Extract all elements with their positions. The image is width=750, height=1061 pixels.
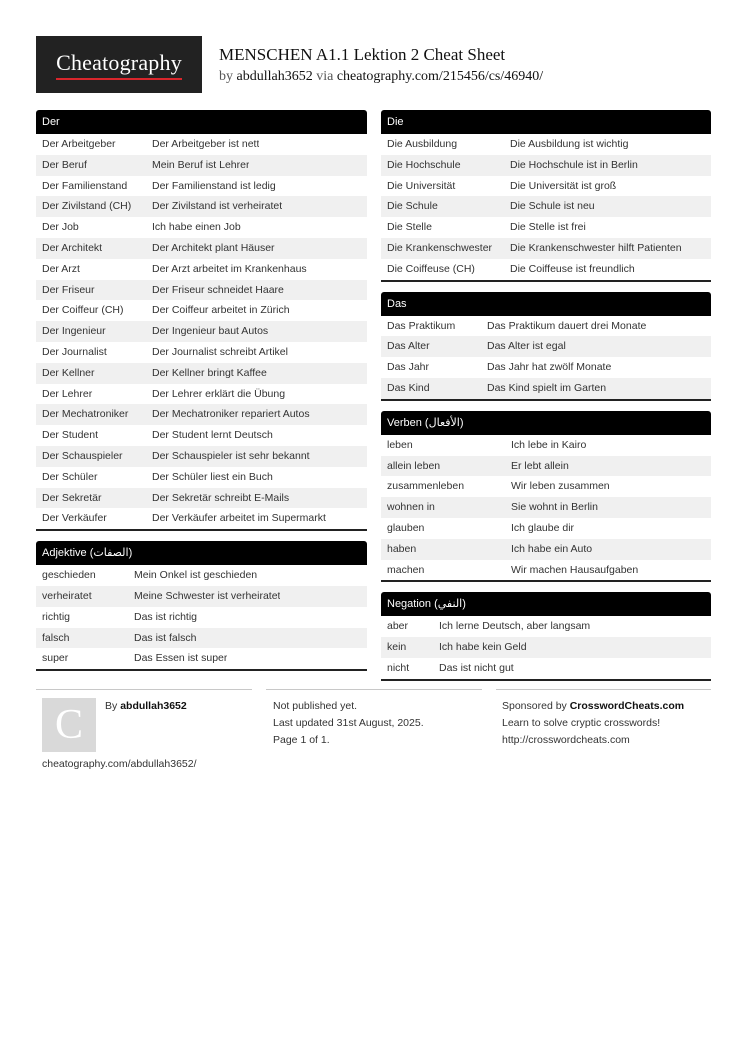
example-cell: Der Arbeitgeber ist nett — [152, 138, 260, 150]
example-cell: Ich lebe in Kairo — [511, 438, 587, 451]
example-cell: Meine Schwester ist verheiratet — [134, 589, 281, 602]
example-cell: Die Ausbildung ist wichtig — [510, 138, 629, 150]
table-row — [36, 607, 367, 628]
example-cell: Der Lehrer erklärt die Übung — [152, 387, 286, 400]
footer-meta — [273, 698, 424, 749]
example-cell: Der Architekt plant Häuser — [152, 241, 275, 254]
cheatography-logo[interactable] — [36, 36, 202, 93]
table-row — [36, 488, 367, 509]
section-adjektive — [36, 541, 367, 671]
table-row — [381, 357, 711, 378]
term-cell: Der Coiffeur (CH) — [42, 304, 124, 317]
sponsor-label: Sponsored by — [502, 700, 567, 712]
term-cell: Das Jahr — [387, 361, 430, 374]
section-title: Das — [381, 292, 711, 316]
term-cell: Der Verkäufer — [42, 512, 107, 525]
term-cell: machen — [387, 563, 425, 576]
example-cell: Er lebt allein — [511, 459, 569, 472]
section-title: Negation (النفي) — [381, 592, 711, 616]
example-cell: Der Coiffeur arbeitet in Zürich — [152, 304, 290, 317]
logo-text: Cheatography — [56, 50, 182, 80]
left-column — [36, 110, 367, 681]
example-cell: Der Schüler liest ein Buch — [152, 470, 273, 483]
footer-author — [105, 698, 187, 715]
term-cell: Der Architekt — [42, 241, 103, 254]
via-word: via — [316, 69, 334, 84]
table-row — [36, 217, 367, 238]
term-cell: Der Zivilstand (CH) — [42, 200, 132, 213]
example-cell: Das Jahr hat zwölf Monate — [487, 361, 612, 374]
example-cell: Ich habe ein Auto — [511, 542, 593, 555]
table-row — [381, 259, 711, 280]
term-cell: falsch — [42, 631, 70, 644]
example-cell: Der Mechatroniker repariert Autos — [152, 408, 310, 421]
term-cell: Der Familienstand — [42, 179, 128, 192]
table-row — [381, 196, 711, 217]
term-cell: Die Krankenschwester — [387, 241, 493, 254]
table-row — [381, 238, 711, 259]
term-cell: Die Universität — [387, 179, 456, 192]
table-row — [36, 134, 367, 155]
term-cell: Der Sekretär — [42, 491, 102, 504]
table-row — [36, 280, 367, 301]
term-cell: Der Lehrer — [42, 387, 93, 400]
footer-divider — [496, 689, 711, 690]
section-title: Die — [381, 110, 711, 134]
example-cell: Der Sekretär schreibt E-Mails — [152, 491, 290, 504]
author-avatar[interactable] — [42, 698, 96, 752]
table-row — [36, 628, 367, 649]
example-cell: Der Schauspieler ist sehr bekannt — [152, 449, 310, 462]
footer-divider — [266, 689, 482, 690]
example-cell: Der Journalist schreibt Artikel — [152, 345, 288, 358]
table-row — [36, 565, 367, 586]
example-cell: Die Coiffeuse ist freundlich — [510, 262, 635, 275]
term-cell: Der Journalist — [42, 345, 107, 358]
example-cell: Die Krankenschwester hilft Patienten — [510, 241, 682, 254]
right-column — [381, 110, 711, 691]
footer-author-link[interactable]: abdullah3652 — [120, 700, 187, 712]
profile-url-link[interactable]: cheatography.com/abdullah3652/ — [42, 758, 197, 770]
sheet-url-link[interactable]: cheatography.com/215456/cs/46940/ — [336, 69, 544, 84]
table-row — [36, 321, 367, 342]
example-cell: Der Familienstand ist ledig — [152, 179, 276, 192]
term-cell: verheiratet — [42, 589, 92, 602]
term-cell: Der Friseur — [42, 283, 95, 296]
example-cell: Wir machen Hausaufgaben — [511, 563, 639, 576]
table-row — [381, 336, 711, 357]
table-row — [381, 378, 711, 399]
table-row — [36, 300, 367, 321]
term-cell: Der Arzt — [42, 262, 80, 275]
sponsor-link[interactable]: CrosswordCheats.com — [569, 700, 685, 712]
example-cell: Das ist falsch — [134, 631, 197, 644]
section-title: Der — [36, 110, 367, 134]
table-row — [381, 560, 711, 581]
term-cell: Die Ausbildung — [387, 138, 458, 150]
term-cell: glauben — [387, 521, 425, 534]
term-cell: zusammenleben — [387, 480, 465, 493]
example-cell: Das ist nicht gut — [439, 661, 514, 674]
term-cell: Der Student — [42, 429, 99, 442]
section-title: Verben (الأفعال) — [381, 411, 711, 435]
term-cell: Die Schule — [387, 200, 438, 213]
example-cell: Das Praktikum dauert drei Monate — [487, 319, 647, 332]
footer-sponsor — [502, 698, 684, 749]
example-cell: Der Zivilstand ist verheiratet — [152, 200, 283, 213]
table-row — [381, 637, 711, 658]
section-der — [36, 110, 367, 531]
table-row — [36, 446, 367, 467]
term-cell: Das Kind — [387, 381, 430, 394]
example-cell: Der Kellner bringt Kaffee — [152, 366, 267, 379]
by-label: By — [105, 700, 118, 712]
table-row — [36, 425, 367, 446]
table-row — [381, 316, 711, 337]
table-row — [36, 196, 367, 217]
example-cell: Die Hochschule ist in Berlin — [510, 158, 638, 171]
example-cell: Mein Beruf ist Lehrer — [152, 158, 250, 171]
example-cell: Die Universität ist groß — [510, 179, 617, 192]
example-cell: Der Friseur schneidet Haare — [152, 283, 284, 296]
term-cell: nicht — [387, 661, 410, 674]
example-cell: Wir leben zusammen — [511, 480, 610, 493]
example-cell: Die Schule ist neu — [510, 200, 595, 213]
section-verben — [381, 411, 711, 583]
table-row — [381, 476, 711, 497]
section-title: Adjektive (الصفات) — [36, 541, 367, 565]
table-row — [36, 648, 367, 669]
page-header — [219, 45, 543, 85]
example-cell: Der Verkäufer arbeitet im Supermarkt — [152, 512, 326, 525]
example-cell: Die Stelle ist frei — [510, 221, 586, 234]
table-row — [36, 384, 367, 405]
section-das — [381, 292, 711, 401]
example-cell: Das Alter ist egal — [487, 340, 566, 353]
term-cell: leben — [387, 438, 413, 451]
term-cell: Die Hochschule — [387, 158, 461, 171]
term-cell: Der Job — [42, 221, 79, 234]
example-cell: Das Kind spielt im Garten — [487, 381, 607, 394]
term-cell: Der Kellner — [42, 366, 95, 379]
term-cell: super — [42, 652, 69, 665]
table-row — [381, 497, 711, 518]
table-row — [381, 658, 711, 679]
by-word: by — [219, 69, 233, 84]
term-cell: aber — [387, 620, 409, 633]
avatar-letter: C — [54, 702, 83, 748]
term-cell: Der Mechatroniker — [42, 408, 129, 421]
table-row — [36, 586, 367, 607]
last-updated: Last updated 31st August, 2025. — [273, 717, 424, 729]
table-row — [381, 155, 711, 176]
example-cell: Das Essen ist super — [134, 652, 228, 665]
table-row — [36, 363, 367, 384]
table-row — [381, 616, 711, 637]
footer-divider — [36, 689, 252, 690]
table-row — [381, 456, 711, 477]
example-cell: Mein Onkel ist geschieden — [134, 569, 258, 582]
example-cell: Der Arzt arbeitet im Krankenhaus — [152, 262, 307, 275]
published-status: Not published yet. — [273, 700, 358, 712]
term-cell: Der Ingenieur — [42, 325, 106, 338]
author-link[interactable]: abdullah3652 — [236, 69, 313, 84]
term-cell: Das Alter — [387, 340, 430, 353]
term-cell: haben — [387, 542, 417, 555]
table-row — [36, 508, 367, 529]
example-cell: Der Ingenieur baut Autos — [152, 325, 269, 338]
example-cell: Ich habe einen Job — [152, 221, 241, 234]
term-cell: Die Coiffeuse (CH) — [387, 262, 475, 275]
byline — [219, 69, 543, 85]
table-row — [381, 435, 711, 456]
table-row — [381, 134, 711, 155]
table-row — [36, 259, 367, 280]
page-footer — [36, 689, 711, 779]
table-row — [381, 176, 711, 197]
sponsor-tagline: Learn to solve cryptic crosswords! — [502, 717, 661, 729]
term-cell: Die Stelle — [387, 221, 432, 234]
term-cell: wohnen in — [387, 501, 435, 514]
term-cell: kein — [387, 641, 407, 654]
table-row — [36, 176, 367, 197]
table-row — [381, 518, 711, 539]
example-cell: Sie wohnt in Berlin — [511, 501, 598, 514]
sponsor-url-link[interactable]: http://crosswordcheats.com — [502, 734, 630, 746]
term-cell: allein leben — [387, 459, 441, 472]
term-cell: Das Praktikum — [387, 319, 456, 332]
table-row — [36, 238, 367, 259]
table-row — [36, 342, 367, 363]
page-title: MENSCHEN A1.1 Lektion 2 Cheat Sheet — [219, 45, 506, 64]
term-cell: Der Arbeitgeber — [42, 138, 116, 150]
term-cell: richtig — [42, 610, 71, 623]
table-row — [381, 539, 711, 560]
section-negation — [381, 592, 711, 680]
example-cell: Das ist richtig — [134, 610, 198, 623]
term-cell: Der Schauspieler — [42, 449, 123, 462]
term-cell: geschieden — [42, 569, 96, 582]
example-cell: Ich habe kein Geld — [439, 641, 527, 654]
example-cell: Ich lerne Deutsch, aber langsam — [439, 620, 591, 633]
table-row — [36, 155, 367, 176]
example-cell: Ich glaube dir — [511, 521, 575, 534]
table-row — [381, 217, 711, 238]
section-die — [381, 110, 711, 282]
term-cell: Der Schüler — [42, 470, 98, 483]
table-row — [36, 467, 367, 488]
example-cell: Der Student lernt Deutsch — [152, 429, 273, 442]
page-number: Page 1 of 1. — [273, 734, 330, 746]
table-row — [36, 404, 367, 425]
term-cell: Der Beruf — [42, 158, 87, 171]
